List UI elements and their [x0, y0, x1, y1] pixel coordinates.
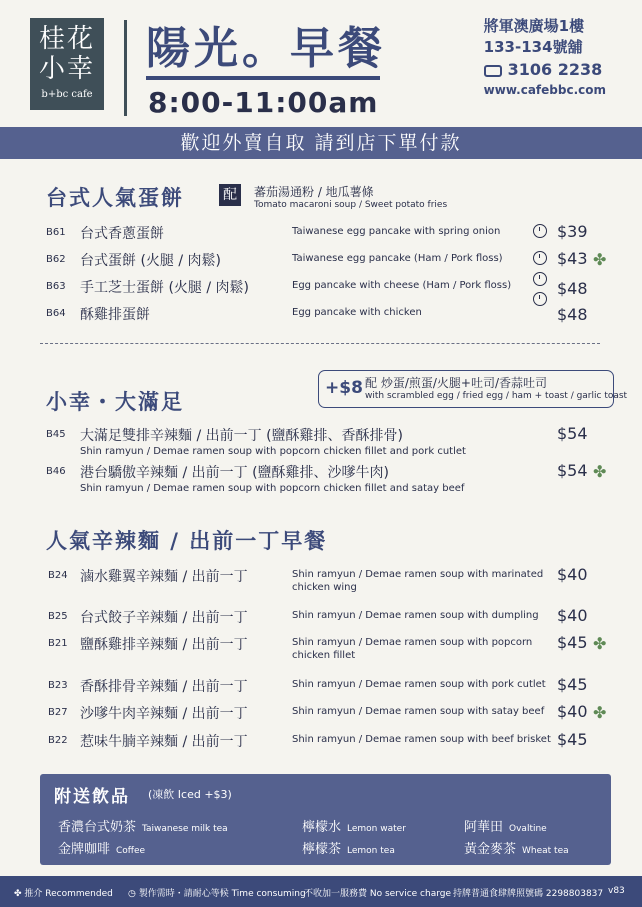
item-price: $45: [557, 675, 588, 694]
item-name-zh: 大滿足雙排辛辣麵 / 出前一丁 (鹽酥雞排、香酥排骨): [80, 428, 403, 444]
menu-item-row: [0, 675, 642, 705]
clover-icon: ✤: [593, 250, 607, 269]
addon-box: [318, 370, 628, 408]
item-code: B27: [48, 707, 68, 718]
clover-icon: ✤: [14, 889, 25, 899]
drink-item: [464, 838, 569, 857]
drink-item: [464, 816, 547, 835]
drinks-title: 附送飲品: [54, 787, 130, 807]
item-price: $40: [557, 606, 588, 625]
drinks-panel: [40, 774, 611, 865]
menu-item-row: [0, 303, 642, 323]
drink-name-zh: 阿華田: [464, 820, 504, 835]
item-price: $39: [557, 222, 588, 241]
address-line2: 133-134號舖: [483, 38, 583, 56]
item-name-zh: 台式餃子辛辣麵 / 出前一丁: [80, 610, 248, 626]
item-price: $54: [557, 461, 588, 480]
menu-item-row: [0, 633, 642, 663]
item-name-en-line2: chicken fillet: [292, 650, 356, 661]
item-price: $48: [557, 279, 588, 298]
item-price: $45: [557, 633, 588, 652]
menu-item-row: [0, 730, 642, 760]
item-name-en: Shin ramyun / Demae ramen soup with dumpling: [292, 610, 539, 621]
item-code: B24: [48, 570, 68, 581]
header-divider: [124, 20, 127, 116]
logo-line2: 小幸: [38, 54, 95, 84]
item-price: $43: [557, 249, 588, 268]
drink-name-zh: 香濃台式奶茶: [58, 820, 137, 835]
footer-time: [128, 886, 306, 899]
drink-name-en: Lemon tea: [347, 846, 395, 856]
item-code: B61: [46, 227, 66, 238]
clover-icon: ✤: [593, 703, 607, 722]
item-price: $54: [557, 424, 588, 443]
item-name-zh: 惹味牛腩辛辣麵 / 出前一丁: [80, 734, 248, 750]
drink-item: [302, 816, 406, 835]
item-name-en: Shin ramyun / Demae ramen soup with popcorn: [292, 637, 533, 648]
drink-name-en: Coffee: [116, 846, 146, 856]
title-underline: [146, 76, 380, 80]
item-name-en: Taiwanese egg pancake with spring onion: [292, 226, 501, 237]
item-code: B45: [46, 429, 66, 440]
clock-icon: [533, 272, 547, 286]
addon-price: +$8: [325, 378, 363, 398]
takeaway-banner: 歡迎外賣自取 請到店下單付款: [0, 127, 642, 159]
addon-zh: 配 炒蛋/煎蛋/火腿+吐司/香蒜吐司: [365, 376, 547, 390]
set-badge: 配: [219, 184, 241, 206]
footer-license: 持牌普通食肆牌照號碼 2298803837: [453, 889, 604, 899]
set-sides-zh: 蕃茄湯通粉 / 地瓜薯條: [254, 185, 374, 199]
item-name-zh: 沙嗲牛肉辛辣麵 / 出前一丁: [80, 706, 248, 722]
menu-item-row: [0, 424, 642, 462]
item-name-en: Egg pancake with chicken: [292, 307, 422, 318]
footer-recommended: [14, 886, 113, 899]
item-name-en: Shin ramyun / Demae ramen soup with marinated: [292, 569, 544, 580]
website: www.cafebbc.com: [483, 83, 606, 97]
menu-item-row: [0, 461, 642, 499]
item-name-en: Shin ramyun / Demae ramen soup with beef brisket: [292, 734, 551, 745]
opening-hours: 8:00-11:00am: [148, 86, 379, 119]
drink-item: [58, 838, 145, 857]
footer-service: 不收加一服務費 No service charge: [304, 889, 452, 899]
clover-icon: ✤: [593, 634, 607, 653]
drink-name-en: Taiwanese milk tea: [142, 824, 228, 834]
drink-item: [302, 838, 395, 857]
item-price: $45: [557, 730, 588, 749]
clock-icon: [533, 251, 547, 265]
clock-icon: [533, 292, 547, 306]
item-price: $40: [557, 702, 588, 721]
footer-recommended-text: 推介 Recommended: [24, 889, 113, 899]
phone-text: 3106 2238: [507, 60, 603, 79]
phone-icon: [484, 65, 502, 77]
logo-sub: b+bc cafe: [41, 89, 93, 100]
drink-name-zh: 黃金麥茶: [464, 842, 517, 857]
address-line1: 將軍澳廣場1樓: [483, 17, 585, 35]
item-code: B46: [46, 466, 66, 477]
item-code: B22: [48, 735, 68, 746]
item-code: B63: [46, 281, 66, 292]
menu-item-row: [0, 702, 642, 732]
clover-icon: ✤: [593, 462, 607, 481]
addon-en: with scrambled egg / fried egg / ham + toast / garlic toast: [365, 391, 628, 401]
logo: [30, 18, 104, 110]
item-code: B64: [46, 308, 66, 319]
footer-version: v83: [608, 886, 625, 896]
section-divider: [40, 343, 600, 344]
item-code: B21: [48, 638, 68, 649]
drink-name-en: Wheat tea: [522, 846, 569, 856]
section-title-ramen: 人氣辛辣麵 / 出前一丁早餐: [46, 528, 328, 553]
clock-icon: [533, 224, 547, 238]
item-price: $48: [557, 305, 588, 324]
item-code: B62: [46, 254, 66, 265]
drink-name-zh: 檸檬茶: [302, 842, 342, 857]
drink-name-en: Ovaltine: [509, 824, 547, 834]
item-name-zh: 酥雞排蛋餅: [80, 307, 150, 323]
item-name-en: Egg pancake with cheese (Ham / Pork floss): [292, 280, 512, 291]
address-block: [484, 16, 606, 98]
item-name-zh: 台式蛋餅 (火腿 / 肉鬆): [80, 253, 221, 269]
item-name-zh: 香酥排骨辛辣麵 / 出前一丁: [80, 679, 248, 695]
item-name-en: Shin ramyun / Demae ramen soup with pork cutlet: [292, 679, 546, 690]
drink-item: [58, 816, 228, 835]
item-name-en: Shin ramyun / Demae ramen soup with satay beef: [292, 706, 545, 717]
drink-name-en: Lemon water: [347, 824, 406, 834]
item-name-en: Taiwanese egg pancake (Ham / Pork floss): [292, 253, 503, 264]
menu-item-row: [0, 606, 642, 636]
clock-icon: ◷: [128, 889, 139, 899]
drink-name-zh: 檸檬水: [302, 820, 342, 835]
item-name-zh: 手工芝士蛋餅 (火腿 / 肉鬆): [80, 280, 249, 296]
footer-time-text: 製作需時・請耐心等候 Time consuming: [138, 889, 306, 899]
section-title-combo: 小幸・大滿足: [46, 389, 184, 414]
item-price: $40: [557, 565, 588, 584]
page-title: 陽光。早餐: [146, 23, 386, 74]
item-name-zh: 港台驕傲辛辣麵 / 出前一丁 (鹽酥雞排、沙嗲牛肉): [80, 465, 389, 481]
item-name-zh: 鹽酥雞排辛辣麵 / 出前一丁: [80, 637, 248, 653]
phone-number: [484, 58, 606, 82]
item-code: B25: [48, 611, 68, 622]
drinks-note: (凍飲 Iced +$3): [148, 788, 232, 801]
item-name-en-line2: chicken wing: [292, 582, 357, 593]
footer: [0, 876, 642, 907]
logo-line1: 桂花: [38, 24, 95, 54]
set-sides-en: Tomato macaroni soup / Sweet potato fries: [254, 200, 448, 210]
menu-item-row: [0, 565, 642, 595]
item-code: B23: [48, 680, 68, 691]
drink-name-zh: 金牌咖啡: [58, 842, 111, 857]
item-name-zh: 台式香蔥蛋餅: [80, 226, 164, 242]
section-title-egg-pancake: 台式人氣蛋餅: [46, 185, 184, 210]
item-name-zh: 滷水雞翼辛辣麵 / 出前一丁: [80, 569, 248, 585]
item-name-en: Shin ramyun / Demae ramen soup with popcorn chicken fillet and satay beef: [80, 483, 465, 494]
item-name-en: Shin ramyun / Demae ramen soup with popcorn chicken fillet and pork cutlet: [80, 446, 466, 457]
